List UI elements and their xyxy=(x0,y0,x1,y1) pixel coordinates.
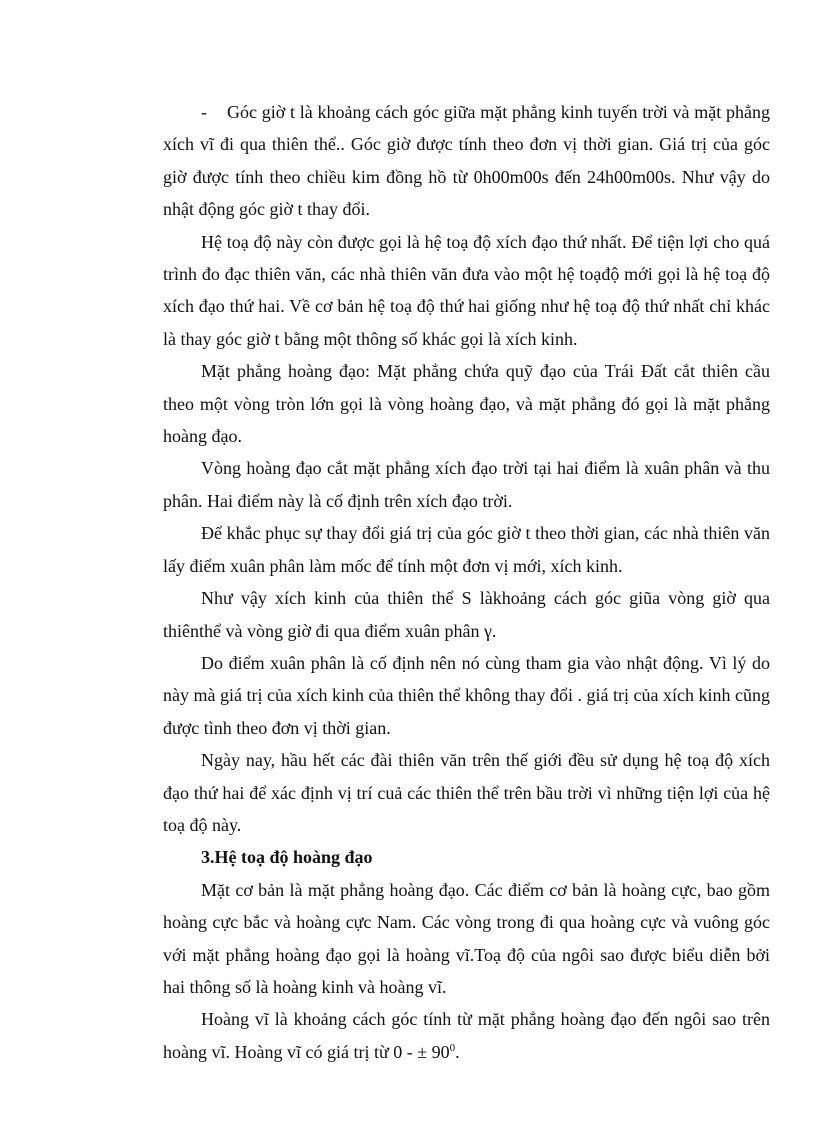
paragraph-ecliptic-latitude xyxy=(163,1003,770,1068)
section-heading-ecliptic-system: 3.Hệ toạ độ hoàng đạo xyxy=(201,847,373,868)
paragraph-text: Góc giờ t là khoảng cách góc giữa mặt phẳng kinh tuyến trời và mặt phẳng xích vĩ đi qua thiên thể.. Góc giờ được tính theo đơn vị thời gian. Giá trị của góc giờ được tính theo chiều kim đồng hồ từ 0h00m00s đến 24h00m00s. Như vậy do nhật động góc giờ t thay đổi. xyxy=(163,102,770,220)
paragraph-text: Hoàng vĩ là khoảng cách góc tính từ mặt phẳng hoàng đạo đến ngôi sao trên hoàng vĩ. Hoàng vĩ có giá trị từ 0 - ± 90 xyxy=(163,1009,770,1062)
document-body xyxy=(163,96,770,1068)
paragraph-hour-angle xyxy=(163,96,770,226)
paragraph-second-equatorial-usage: Ngày nay, hầu hết các đài thiên văn trên thế giới đều sử dụng hệ toạ độ xích đạo thứ hai để xác định vị trí cuả các thiên thể trên bầu trời vì những tiện lợi của hệ toạ độ này. xyxy=(163,750,770,835)
bullet-dash: - xyxy=(201,102,207,122)
paragraph-right-ascension-definition: Như vậy xích kinh của thiên thể S làkhoảng cách góc giũa vòng giờ qua thiênthể và vòng giờ đi qua điểm xuân phân γ. xyxy=(163,588,770,641)
paragraph-first-equatorial-system: Hệ toạ độ này còn được gọi là hệ toạ độ xích đạo thứ nhất. Để tiện lợi cho quá trình đo đạc thiên văn, các nhà thiên văn đưa vào một hệ toạđộ mới gọi là hệ toạ độ xích đạo thứ hai. Về cơ bản hệ toạ độ thứ hai giống như hệ toạ độ thứ nhất chỉ khác là thay góc giờ t bằng một thông số khác gọi là xích kinh. xyxy=(163,231,770,349)
degree-superscript: 0 xyxy=(449,1041,456,1054)
paragraph-right-ascension-intro: Để khắc phục sự thay đổi giá trị của góc giờ t theo thời gian, các nhà thiên văn lấy điểm xuân phân làm mốc để tính một đơn vị mới, xích kinh. xyxy=(163,523,770,576)
paragraph-equinox-points: Vòng hoàng đạo cắt mặt phẳng xích đạo trời tại hai điểm là xuân phân và thu phân. Hai điểm này là cố định trên xích đạo trời. xyxy=(163,458,770,511)
paragraph-ecliptic-basics: Mặt cơ bản là mặt phẳng hoàng đạo. Các điểm cơ bản là hoàng cực, bao gồm hoàng cực bắc và hoàng cực Nam. Các vòng trong đi qua hoàng cực và vuông góc với mặt phẳng hoàng đạo gọi là hoàng vĩ.Toạ độ của ngôi sao được biểu diễn bởi hai thông số là hoàng kinh và hoàng vĩ. xyxy=(163,879,770,997)
paragraph-ecliptic-plane: Mặt phẳng hoàng đạo: Mặt phẳng chứa quỹ đạo của Trái Đất cắt thiên cầu theo một vòng tròn lớn gọi là vòng hoàng đạo, và mặt phẳng đó gọi là mặt phẳng hoàng đạo. xyxy=(163,361,770,447)
paragraph-right-ascension-constant: Do điểm xuân phân là cố định nên nó cùng tham gia vào nhật động. Vì lý do này mà giá trị của xích kinh của thiên thể không thay đổi . giá trị của xích kinh cũng được tình theo đơn vị thời gian. xyxy=(163,652,770,738)
paragraph-end: . xyxy=(455,1041,460,1062)
